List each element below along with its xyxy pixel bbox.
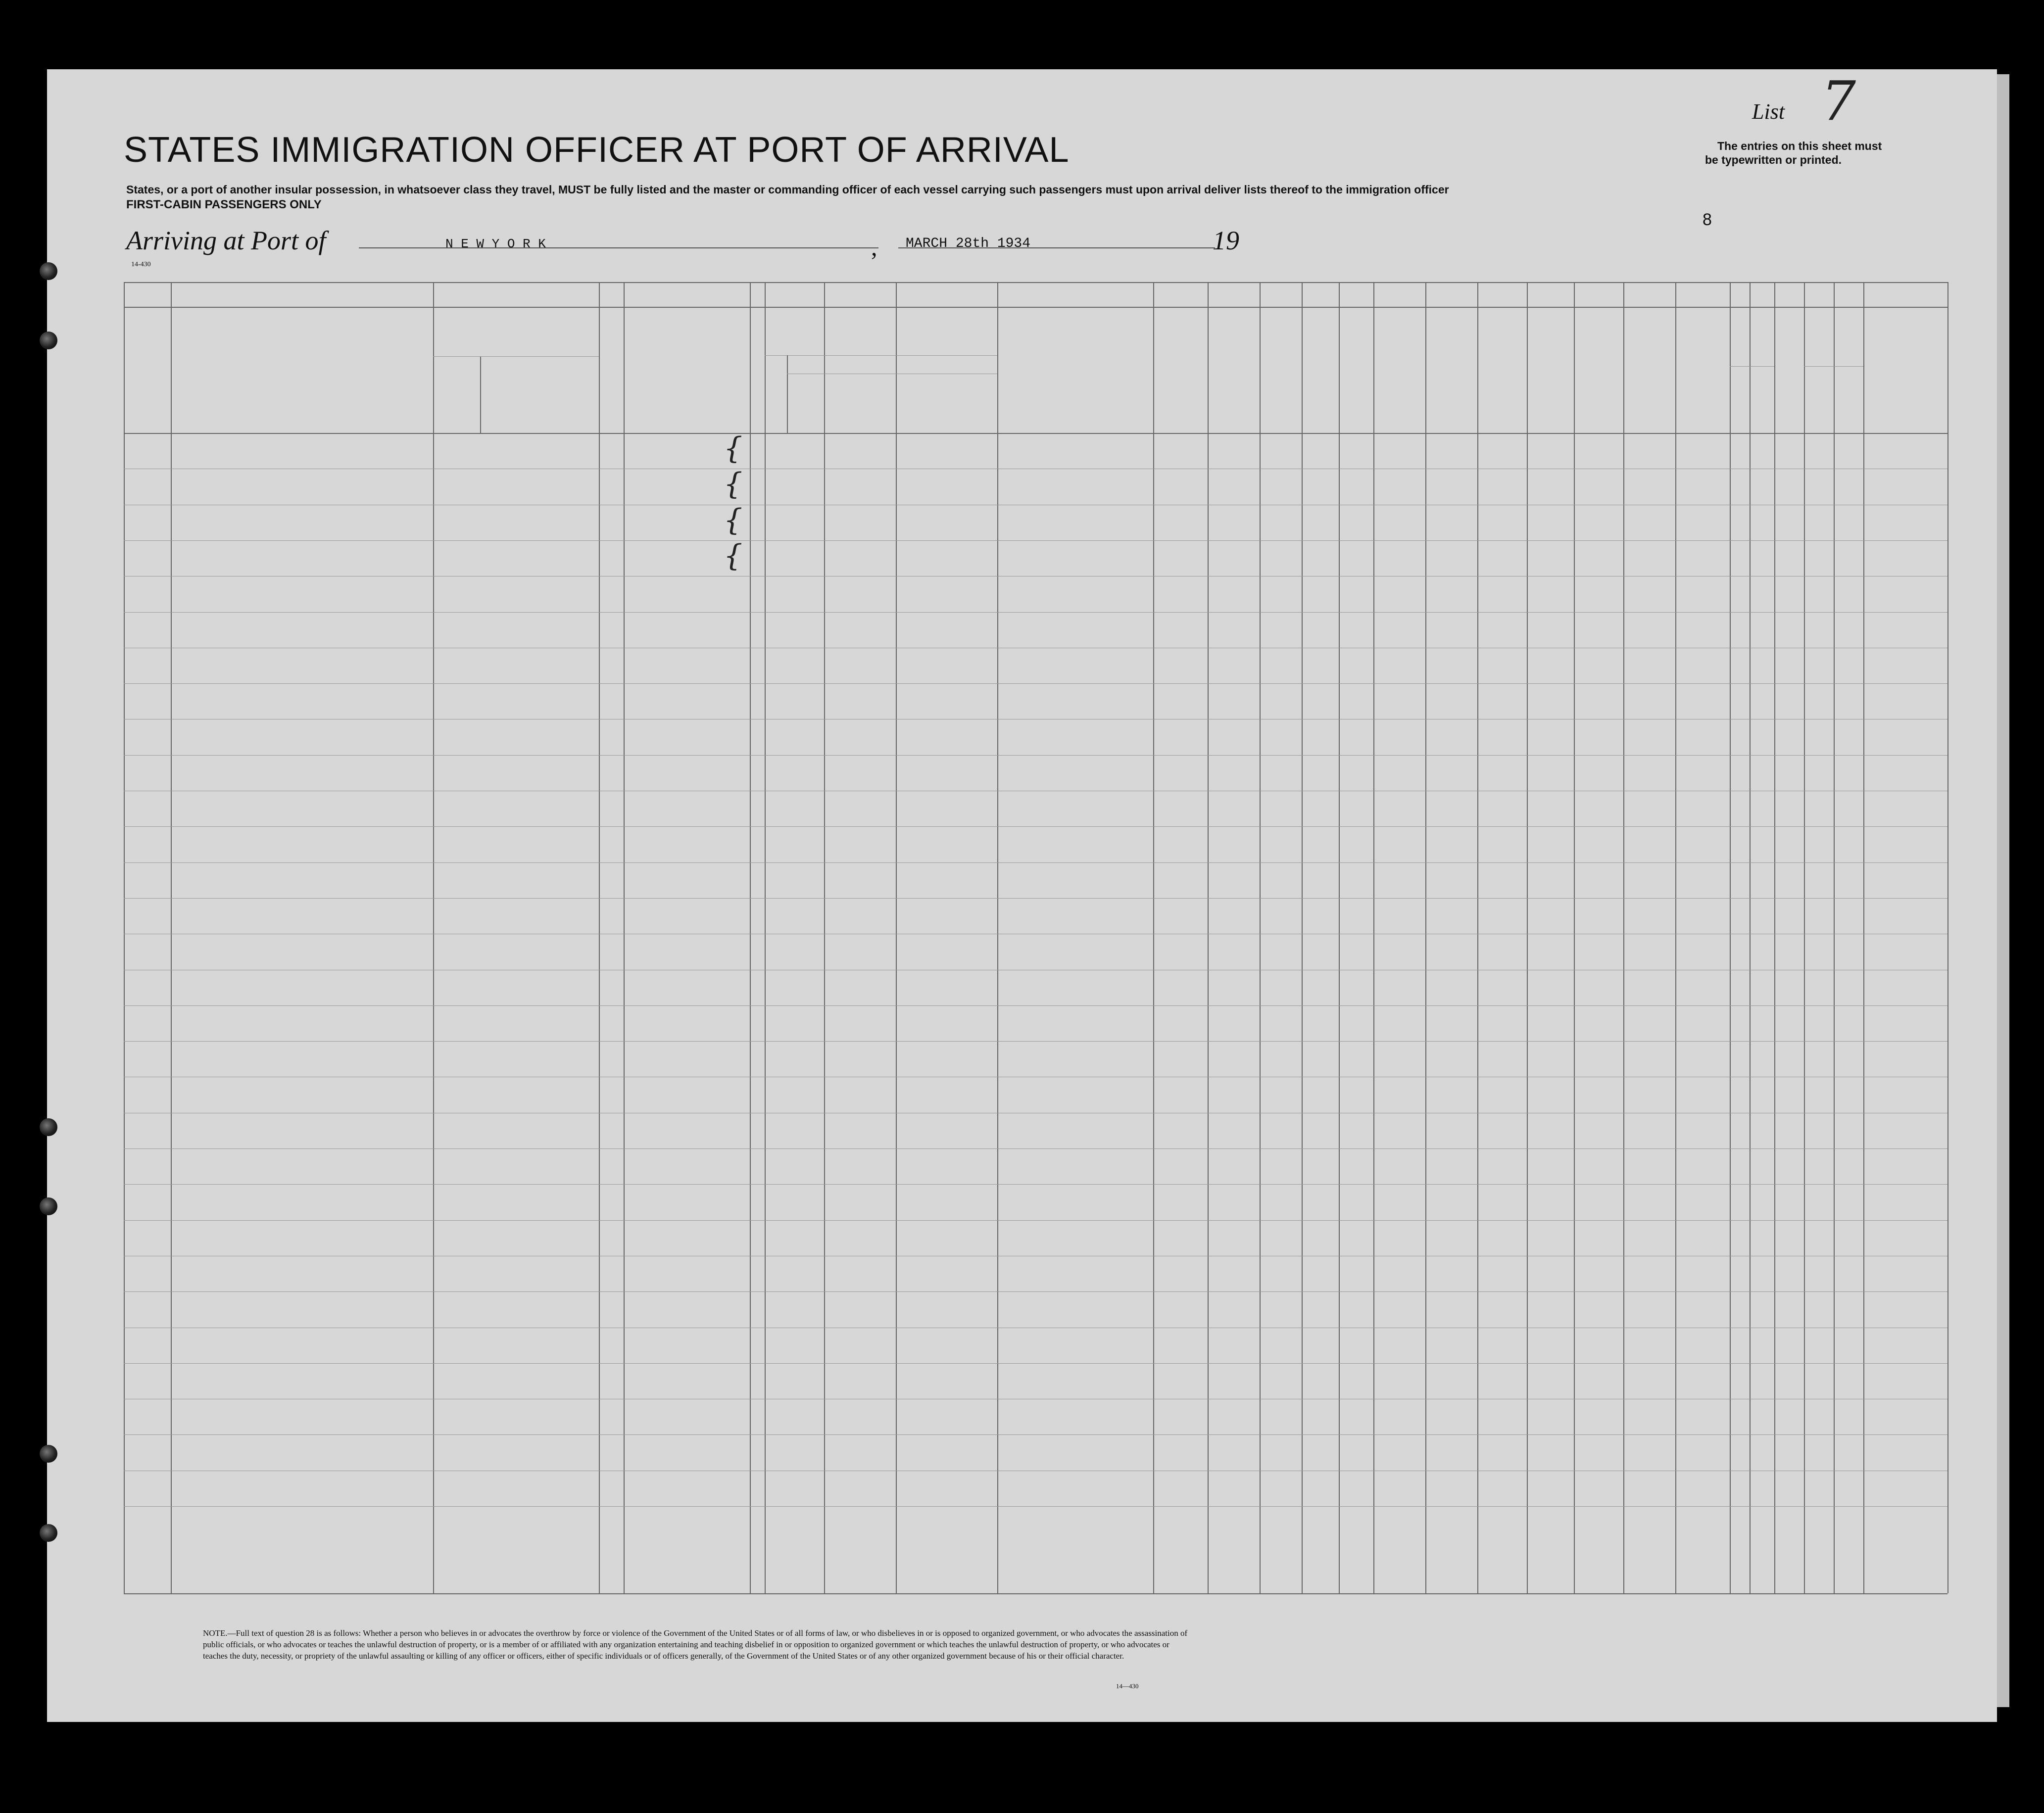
column-rule [1947,282,1948,1593]
column-rule [1527,282,1528,1593]
year-prefix: 19 [1213,226,1239,255]
binder-hole-icon [40,1118,57,1136]
row-rule [124,1005,1947,1006]
column-rule [1208,282,1209,1593]
row-rule [124,826,1947,827]
column-rule [1774,282,1775,1593]
brace-mark: { [724,538,743,573]
column-rule [1260,282,1261,1593]
row-rule [124,683,1947,684]
column-rule [750,282,751,1593]
column-rule [1302,282,1303,1593]
row-rule [124,1041,1947,1042]
form-code-bottom: 14—430 [1116,1682,1139,1690]
column-rule [1863,282,1864,1593]
column-rule [599,282,600,1593]
brace-mark: { [724,502,743,537]
column-number-rule [124,307,1947,308]
column-rule [1425,282,1426,1593]
binder-hole-icon [40,1445,57,1463]
typewritten-note-1: The entries on this sheet must [1717,140,1882,152]
column-rule [765,282,766,1593]
cabin-class-label: FIRST-CABIN PASSENGERS ONLY [126,198,322,211]
row-rule [124,612,1947,613]
row-rule [124,1363,1947,1364]
manifest-table [124,282,1947,1593]
column-rule [1623,282,1624,1593]
sheet-edge [1997,74,2009,1707]
column-rule [171,282,172,1593]
sheet-mark: 8 [1703,210,1712,229]
height-rule [1730,366,1774,367]
color-rule [1804,366,1863,367]
column-rule [1373,282,1374,1593]
column-rule [1339,282,1340,1593]
port-underline [359,247,878,248]
column-rule [433,282,434,1593]
ever-before-rule [765,355,997,356]
column-rule [997,282,998,1593]
header-bottom-rule [124,433,1947,434]
header-polygamist [1429,317,1476,421]
binder-hole-icon [40,1524,57,1542]
column-rule [1750,282,1751,1593]
column-rule [1730,282,1731,1593]
column-rule [896,282,897,1593]
port-name: N E W Y O R K [445,237,546,251]
destination-split [480,356,481,433]
column-rule [1675,282,1676,1593]
row-rule [124,1220,1947,1221]
table-bottom-rule [124,1593,1947,1594]
destination-rule [433,356,599,357]
comma: , [871,233,877,261]
brace-mark: { [724,467,743,502]
binder-hole-icon [40,262,57,280]
page-title: STATES IMMIGRATION OFFICER AT PORT OF ARRIVAL [124,130,1070,170]
column-rule [124,282,125,1593]
brace-mark: { [724,431,743,466]
list-number: 7 [1821,69,1856,133]
column-rule [824,282,825,1593]
form-code-top: 14-430 [131,261,151,268]
column-rule [624,282,625,1593]
header-top-rule [124,282,1947,283]
row-rule [124,1148,1947,1149]
footer-note: NOTE.—Full text of question 28 is as follows: Whether a person who believes in or advocates the overthrow by force or violence of the Government of the United States or of all forms of law, or who disbelieves in or is opposed to organized government, or who advocates the assassination of public officials, or who advocates or teaches the unlawful destruction of property, or is a member of or affiliated with any organization entertaining and teaching disbelief in or opposition to organized government or which teaches the unlawful destruction of property, or who advocates or teaches the duty, necessity, or propriety of the unlawful assaulting or killing of any officer or officers, either of specific individuals or of officers generally, of the Government of the United States or of any other organized government because of his or their official character. [203,1628,1188,1661]
header-inches [1751,381,1773,421]
header-money [751,317,764,426]
column-rule [1574,282,1575,1593]
header-anarchist [1480,317,1524,421]
row-rule [124,1434,1947,1435]
row-rule [124,862,1947,863]
typewritten-note-2: be typewritten or printed. [1705,153,1842,166]
ever-split [787,355,788,433]
header-ticket [600,317,623,426]
arriving-label: Arriving at Port of [126,226,326,255]
column-rule [1804,282,1805,1593]
arrival-date: MARCH 28th 1934 [906,236,1031,251]
header-feet [1731,381,1749,421]
row-rule [124,755,1947,756]
list-label: List [1752,99,1785,124]
page-subtitle: States, or a port of another insular possession, in whatsoever class they travel, MUST be fully listed and the master or commanding officer of each vessel carrying such passengers must upon arrival deliver lists thereof to the immigration officer [126,183,1449,196]
column-rule [1477,282,1478,1593]
row-rule [124,1184,1947,1185]
header-anarchist-belief [1376,317,1423,426]
row-rule [124,540,1947,541]
column-rule [1153,282,1154,1593]
column-rule [1834,282,1835,1593]
binder-hole-icon [40,332,57,349]
row-rule [124,898,1947,899]
binder-hole-icon [40,1197,57,1215]
row-rule [124,1506,1947,1507]
row-rule [124,1291,1947,1292]
